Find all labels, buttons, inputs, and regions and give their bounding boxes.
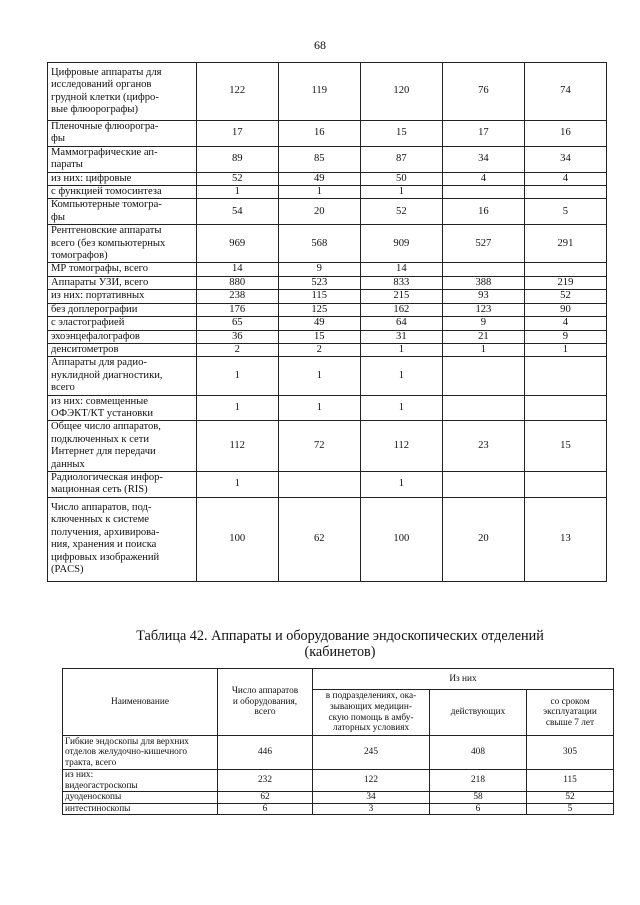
value-cell: 49 bbox=[278, 172, 360, 185]
row-label-line: Интернет для передачи bbox=[51, 446, 156, 458]
table-row bbox=[48, 186, 607, 199]
value-cell: 219 bbox=[524, 276, 606, 289]
row-label-line: ОФЭКТ/КТ установки bbox=[51, 407, 154, 419]
caption-line-2: (кабинетов) bbox=[304, 644, 376, 660]
table-row bbox=[63, 736, 614, 770]
row-label bbox=[48, 497, 197, 581]
value-cell: 232 bbox=[218, 770, 313, 792]
table-row bbox=[48, 421, 607, 472]
value-cell: 65 bbox=[196, 317, 278, 330]
table-row bbox=[48, 497, 607, 581]
value-cell bbox=[442, 357, 524, 395]
row-label bbox=[48, 121, 197, 147]
row-label-line: параты bbox=[51, 159, 83, 171]
row-label-line: интестиноскопы bbox=[65, 803, 131, 814]
row-label bbox=[48, 317, 197, 330]
value-cell: 1 bbox=[360, 343, 442, 356]
value-cell: 291 bbox=[524, 225, 606, 263]
row-label-line: Аппараты для радио- bbox=[51, 357, 147, 369]
row-label-line: данных bbox=[51, 458, 85, 470]
value-cell: 1 bbox=[196, 395, 278, 421]
header-ambulatory-line: скую помощь в амбу- bbox=[328, 712, 414, 723]
value-cell: 74 bbox=[524, 63, 606, 121]
value-cell: 388 bbox=[442, 276, 524, 289]
table-row bbox=[48, 63, 607, 121]
row-label bbox=[48, 395, 197, 421]
value-cell: 2 bbox=[196, 343, 278, 356]
value-cell: 115 bbox=[278, 290, 360, 303]
value-cell: 909 bbox=[360, 225, 442, 263]
value-cell: 2 bbox=[278, 343, 360, 356]
value-cell: 87 bbox=[360, 146, 442, 172]
table-row bbox=[48, 317, 607, 330]
row-label-line: Компьютерные томогра- bbox=[51, 199, 162, 211]
row-label-line: томографов) bbox=[51, 250, 108, 262]
value-cell: 62 bbox=[278, 497, 360, 581]
header-ambulatory-line: латорных условиях bbox=[332, 723, 410, 734]
value-cell: 52 bbox=[524, 290, 606, 303]
value-cell: 1 bbox=[360, 357, 442, 395]
table-row bbox=[48, 276, 607, 289]
row-label-line: (PACS) bbox=[51, 564, 84, 576]
row-label-line: нуклидной диагностики, bbox=[51, 369, 163, 381]
table-row bbox=[48, 290, 607, 303]
value-cell: 15 bbox=[360, 121, 442, 147]
table-row bbox=[48, 395, 607, 421]
row-label bbox=[48, 276, 197, 289]
value-cell: 122 bbox=[313, 770, 430, 792]
row-label-line: всего bbox=[51, 382, 75, 394]
table-row bbox=[48, 225, 607, 263]
value-cell: 218 bbox=[430, 770, 527, 792]
row-label bbox=[48, 225, 197, 263]
row-label-line: Пленочные флюорогра- bbox=[51, 121, 159, 132]
value-cell: 6 bbox=[218, 803, 313, 815]
value-cell bbox=[524, 395, 606, 421]
header-ambulatory-line: в подразделениях, ока- bbox=[325, 691, 417, 702]
header-over-7-years-line: со сроком bbox=[550, 696, 590, 707]
row-label-line: ния, хранения и поиска bbox=[51, 539, 157, 551]
row-label bbox=[63, 803, 218, 815]
header-total-line: и оборудования, bbox=[232, 696, 298, 707]
value-cell: 89 bbox=[196, 146, 278, 172]
value-cell bbox=[442, 263, 524, 276]
row-label bbox=[48, 172, 197, 185]
value-cell: 100 bbox=[196, 497, 278, 581]
value-cell: 162 bbox=[360, 303, 442, 316]
value-cell: 93 bbox=[442, 290, 524, 303]
header-over-7-years bbox=[527, 690, 614, 736]
row-label-line: видеогастроскопы bbox=[65, 780, 138, 791]
row-label-line: фы bbox=[51, 211, 65, 223]
table-row bbox=[48, 263, 607, 276]
row-label-line: Цифровые аппараты для bbox=[51, 66, 162, 78]
table-row bbox=[48, 357, 607, 395]
value-cell: 5 bbox=[524, 199, 606, 225]
value-cell: 20 bbox=[278, 199, 360, 225]
header-ambulatory-line: зывающих медицин- bbox=[330, 702, 412, 713]
value-cell: 62 bbox=[218, 792, 313, 804]
header-total-line: всего bbox=[254, 707, 276, 718]
value-cell: 568 bbox=[278, 225, 360, 263]
value-cell: 119 bbox=[278, 63, 360, 121]
header-of-them: Из них bbox=[313, 669, 614, 690]
row-label-line: Радиологическая инфор- bbox=[51, 471, 163, 483]
value-cell: 4 bbox=[442, 172, 524, 185]
row-label-line: из них: портативных bbox=[51, 290, 145, 302]
value-cell: 34 bbox=[442, 146, 524, 172]
row-label bbox=[48, 471, 197, 497]
row-label-line: тракта, всего bbox=[65, 757, 117, 768]
equipment-table bbox=[47, 62, 607, 582]
table-row bbox=[48, 121, 607, 147]
row-label-line: с эластографией bbox=[51, 317, 125, 329]
value-cell: 1 bbox=[360, 471, 442, 497]
value-cell: 1 bbox=[360, 186, 442, 199]
row-label bbox=[63, 792, 218, 804]
row-label-line: эхоэнцефалографов bbox=[51, 330, 140, 342]
row-label-line: денситометров bbox=[51, 343, 119, 355]
row-label-line: из них: совмещенные bbox=[51, 395, 148, 407]
row-label-line: ключенных к системе bbox=[51, 514, 149, 526]
value-cell: 16 bbox=[524, 121, 606, 147]
row-label-line: отделов желудочно-кишечного bbox=[65, 747, 188, 758]
header-over-7-years-line: эксплуатации bbox=[543, 707, 597, 718]
value-cell: 72 bbox=[278, 421, 360, 472]
endoscopy-equipment-table bbox=[62, 668, 614, 815]
table-row bbox=[48, 303, 607, 316]
value-cell: 90 bbox=[524, 303, 606, 316]
value-cell: 34 bbox=[313, 792, 430, 804]
value-cell bbox=[524, 357, 606, 395]
row-label bbox=[48, 421, 197, 472]
value-cell: 100 bbox=[360, 497, 442, 581]
page-number: 68 bbox=[314, 38, 326, 52]
value-cell: 1 bbox=[196, 357, 278, 395]
value-cell: 4 bbox=[524, 317, 606, 330]
value-cell: 969 bbox=[196, 225, 278, 263]
value-cell: 120 bbox=[360, 63, 442, 121]
row-label-line: грудной клетки (цифро- bbox=[51, 91, 159, 103]
row-label-line: с функцией томосинтеза bbox=[51, 186, 162, 198]
value-cell: 14 bbox=[196, 263, 278, 276]
value-cell: 23 bbox=[442, 421, 524, 472]
value-cell: 16 bbox=[442, 199, 524, 225]
table-row bbox=[63, 770, 614, 792]
table-row bbox=[48, 471, 607, 497]
value-cell: 880 bbox=[196, 276, 278, 289]
value-cell: 125 bbox=[278, 303, 360, 316]
row-label-line: получения, архивирова- bbox=[51, 526, 160, 538]
row-label-line: Число аппаратов, под- bbox=[51, 502, 152, 514]
value-cell: 52 bbox=[527, 792, 614, 804]
value-cell: 9 bbox=[442, 317, 524, 330]
row-label-line: Общее число аппаратов, bbox=[51, 421, 161, 433]
value-cell: 17 bbox=[442, 121, 524, 147]
value-cell: 36 bbox=[196, 330, 278, 343]
table-row bbox=[48, 172, 607, 185]
value-cell: 122 bbox=[196, 63, 278, 121]
value-cell: 833 bbox=[360, 276, 442, 289]
table-row bbox=[48, 343, 607, 356]
row-label bbox=[48, 186, 197, 199]
value-cell: 408 bbox=[430, 736, 527, 770]
row-label-line: всего (без компьютерных bbox=[51, 237, 166, 249]
header-total bbox=[218, 669, 313, 736]
row-label bbox=[63, 736, 218, 770]
value-cell: 17 bbox=[196, 121, 278, 147]
value-cell: 9 bbox=[524, 330, 606, 343]
row-label bbox=[63, 770, 218, 792]
value-cell: 85 bbox=[278, 146, 360, 172]
row-label bbox=[48, 146, 197, 172]
value-cell: 1 bbox=[524, 343, 606, 356]
value-cell: 52 bbox=[196, 172, 278, 185]
value-cell: 176 bbox=[196, 303, 278, 316]
value-cell bbox=[442, 471, 524, 497]
value-cell: 9 bbox=[278, 263, 360, 276]
value-cell: 1 bbox=[196, 471, 278, 497]
value-cell: 123 bbox=[442, 303, 524, 316]
value-cell bbox=[442, 395, 524, 421]
value-cell bbox=[278, 471, 360, 497]
row-label bbox=[48, 199, 197, 225]
value-cell: 1 bbox=[278, 186, 360, 199]
value-cell: 64 bbox=[360, 317, 442, 330]
value-cell: 4 bbox=[524, 172, 606, 185]
value-cell bbox=[524, 471, 606, 497]
value-cell: 6 bbox=[430, 803, 527, 815]
row-label bbox=[48, 330, 197, 343]
row-label-line: МР томографы, всего bbox=[51, 263, 149, 275]
value-cell: 5 bbox=[527, 803, 614, 815]
value-cell: 14 bbox=[360, 263, 442, 276]
caption-line-1: Таблица 42. Аппараты и оборудование эндоскопических отделений bbox=[136, 628, 544, 644]
row-label-line: без доплерографии bbox=[51, 303, 138, 315]
value-cell bbox=[524, 263, 606, 276]
row-label-line: из них: bbox=[65, 770, 94, 780]
row-label-line: мационная сеть (RIS) bbox=[51, 484, 148, 496]
row-label-line: дуоденоскопы bbox=[65, 792, 122, 803]
row-label-line: Гибкие эндоскопы для верхних bbox=[65, 736, 189, 747]
value-cell: 215 bbox=[360, 290, 442, 303]
row-label bbox=[48, 290, 197, 303]
row-label-line: Рентгеновские аппараты bbox=[51, 225, 162, 237]
value-cell: 446 bbox=[218, 736, 313, 770]
table-42-caption bbox=[60, 628, 620, 660]
value-cell: 523 bbox=[278, 276, 360, 289]
row-label bbox=[48, 343, 197, 356]
value-cell bbox=[442, 186, 524, 199]
value-cell: 305 bbox=[527, 736, 614, 770]
row-label-line: из них: цифровые bbox=[51, 172, 132, 184]
value-cell: 1 bbox=[278, 357, 360, 395]
value-cell: 115 bbox=[527, 770, 614, 792]
value-cell: 76 bbox=[442, 63, 524, 121]
value-cell: 3 bbox=[313, 803, 430, 815]
table-row bbox=[63, 803, 614, 815]
value-cell: 245 bbox=[313, 736, 430, 770]
value-cell: 21 bbox=[442, 330, 524, 343]
row-label-line: вые флюорографы) bbox=[51, 103, 139, 115]
header-active: действующих bbox=[430, 690, 527, 736]
header-over-7-years-line: свыше 7 лет bbox=[545, 717, 595, 728]
value-cell: 20 bbox=[442, 497, 524, 581]
value-cell: 34 bbox=[524, 146, 606, 172]
value-cell: 16 bbox=[278, 121, 360, 147]
value-cell: 15 bbox=[524, 421, 606, 472]
value-cell: 527 bbox=[442, 225, 524, 263]
row-label bbox=[48, 357, 197, 395]
row-label bbox=[48, 303, 197, 316]
row-label-line: фы bbox=[51, 133, 65, 145]
header-name: Наименование bbox=[63, 669, 218, 736]
value-cell: 112 bbox=[196, 421, 278, 472]
value-cell: 1 bbox=[442, 343, 524, 356]
row-label-line: подключенных к сети bbox=[51, 433, 150, 445]
value-cell: 1 bbox=[278, 395, 360, 421]
value-cell: 1 bbox=[196, 186, 278, 199]
value-cell: 50 bbox=[360, 172, 442, 185]
value-cell: 238 bbox=[196, 290, 278, 303]
value-cell: 13 bbox=[524, 497, 606, 581]
header-ambulatory bbox=[313, 690, 430, 736]
value-cell: 52 bbox=[360, 199, 442, 225]
header-total-line: Число аппаратов bbox=[231, 686, 299, 697]
table-row bbox=[48, 199, 607, 225]
table-row bbox=[48, 330, 607, 343]
value-cell bbox=[524, 186, 606, 199]
row-label-line: исследований органов bbox=[51, 79, 152, 91]
value-cell: 1 bbox=[360, 395, 442, 421]
value-cell: 15 bbox=[278, 330, 360, 343]
row-label-line: Маммографические ап- bbox=[51, 146, 158, 158]
row-label-line: цифровых изображений bbox=[51, 551, 160, 563]
row-label-line: Аппараты УЗИ, всего bbox=[51, 276, 149, 288]
value-cell: 58 bbox=[430, 792, 527, 804]
table-row bbox=[63, 792, 614, 804]
value-cell: 112 bbox=[360, 421, 442, 472]
row-label bbox=[48, 63, 197, 121]
value-cell: 54 bbox=[196, 199, 278, 225]
value-cell: 31 bbox=[360, 330, 442, 343]
row-label bbox=[48, 263, 197, 276]
table-row bbox=[48, 146, 607, 172]
value-cell: 49 bbox=[278, 317, 360, 330]
